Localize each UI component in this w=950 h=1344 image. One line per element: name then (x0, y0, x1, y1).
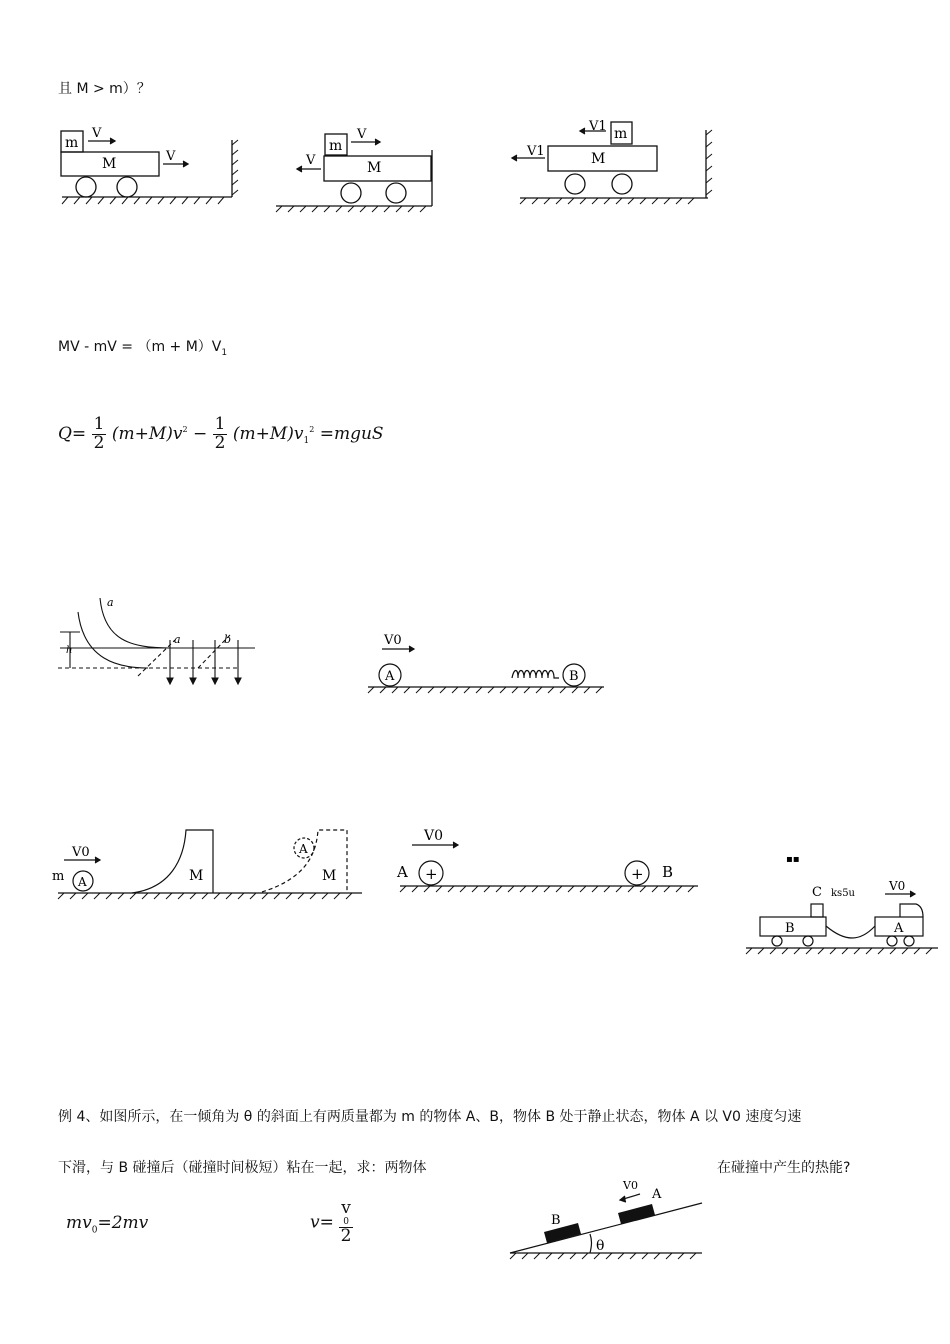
p3-cart-label: M (591, 151, 606, 167)
p2-v-cart: V (306, 153, 316, 168)
carts-velocity: V0 (889, 879, 906, 893)
track-label-a1: a (107, 596, 114, 609)
two-ball-label-a: A (397, 863, 408, 881)
carts-label-c: C (812, 885, 822, 900)
example4-line2-end: 在碰撞中产生的热能? (717, 1160, 851, 1176)
two-ball-sign-b: + (631, 865, 644, 883)
p1-v-block: V (92, 126, 102, 141)
carts-marks: ▪▪ (786, 854, 800, 865)
two-ball-velocity: V0 (424, 828, 444, 844)
p2-v-block: V (357, 127, 367, 142)
heat-equation: Q= $\frac{1}{2}$ $(m+M)v^2$ − $\frac{1}{2}$ $(m+M)v_1^2$ =mguS (58, 414, 384, 453)
incline-label-a: A (652, 1187, 662, 1202)
two-ball-label-b: B (662, 863, 674, 881)
p2-block-label: m (329, 138, 343, 154)
collision-equation: $mv_0=2mv$ (66, 1213, 149, 1236)
momentum-equation-text: MV - mV = （m + M）V (58, 339, 222, 355)
p2-cart-label: M (367, 160, 382, 176)
ramp-ball: A (78, 875, 87, 889)
spring-velocity: V0 (384, 633, 402, 648)
two-ball-sign-a: + (425, 865, 438, 883)
ramp-ball-2: A (299, 842, 308, 856)
p1-v-cart: V (166, 149, 176, 164)
p3-v-block: V1 (589, 119, 607, 134)
spring-ball-a: A (385, 669, 395, 684)
example4-line2: 下滑，与 B 碰撞后（碰撞时间极短）粘在一起，求：两物体 (58, 1160, 427, 1176)
track-label-h: h (66, 645, 73, 656)
p3-v-cart: V1 (527, 144, 545, 159)
example4-line1: 例 4、如图所示，在一倾角为 θ 的斜面上有两质量都为 m 的物体 A、B，物体 B 处于静止状态，物体 A 以 V0 速度匀速 (58, 1109, 802, 1125)
carts-cart-b: B (785, 921, 795, 936)
track-label-b: b (224, 633, 232, 646)
incline-label-b: B (551, 1213, 561, 1228)
p1-cart-label: M (102, 156, 117, 172)
top-line: 且 M > m）？ (58, 81, 151, 97)
ramp-block: M (189, 868, 204, 884)
carts-watermark: ks5u (831, 888, 855, 899)
ramp-block-2: M (322, 868, 337, 884)
spring-ball-b: B (569, 669, 579, 684)
momentum-equation-sub: 1 (221, 347, 228, 358)
carts-cart-a: A (894, 921, 904, 936)
p1-block-label: m (65, 135, 79, 151)
incline-angle: θ (596, 1238, 605, 1254)
track-label-a2: a (174, 633, 181, 646)
velocity-equation: v= v 0 2 (310, 1198, 352, 1247)
incline-velocity: V0 (623, 1179, 638, 1192)
ramp-mass-label: m (52, 869, 65, 884)
ramp-velocity: V0 (72, 845, 90, 860)
p3-block-label: m (614, 126, 628, 142)
